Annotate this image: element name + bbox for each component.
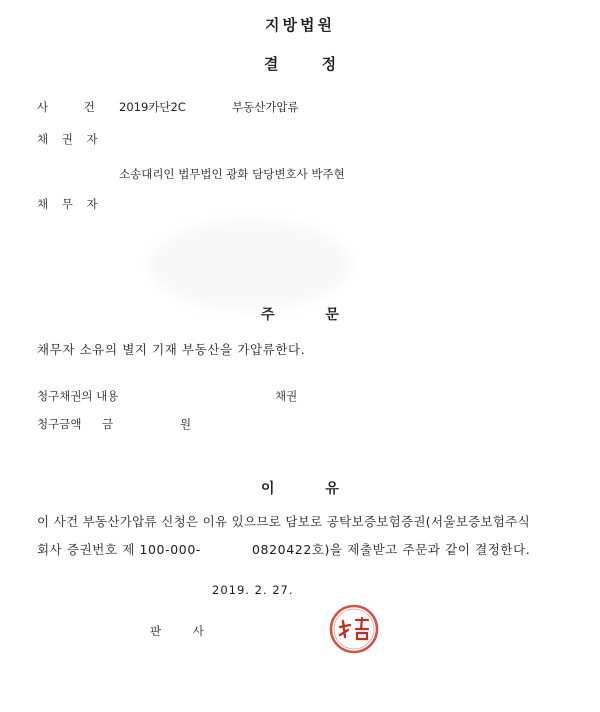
reason-heading: 이 유	[261, 481, 339, 497]
case-label: 사 건	[37, 100, 97, 114]
claim-label: 청구채권의 내용	[37, 389, 119, 403]
case-number: 2019카단2C	[119, 100, 186, 114]
order-heading: 주 문	[261, 307, 339, 323]
amount-label: 청구금액	[37, 417, 82, 431]
order-text: 채무자 소유의 별지 기재 부동산을 가압류한다.	[37, 342, 306, 357]
case-type: 부동산가압류	[232, 100, 299, 114]
amount-prefix: 금	[102, 417, 114, 431]
judge-label: 판 사	[150, 624, 206, 638]
debtor-label: 채 무 자	[37, 197, 100, 211]
judge-seal-stamp	[328, 603, 380, 655]
creditor-label: 채 권 자	[37, 132, 100, 146]
amount-unit: 원	[180, 417, 192, 431]
reason-line-1: 이 사건 부동산가압류 신청은 이유 있으므로 담보로 공탁보증보험증권(서울보증보험주식	[37, 514, 530, 529]
reason-line-2a: 회사 증권번호 제 100-000-	[37, 542, 201, 557]
court-name: 지방법원	[265, 16, 335, 34]
redaction-smudge	[150, 220, 350, 310]
creditor-representative: 소송대리인 법무법인 광화 담당변호사 박주현	[119, 167, 345, 181]
document-title: 결 정	[263, 55, 337, 73]
claim-value: 채권	[275, 389, 298, 403]
reason-line-2b: 0820422호)을 제출받고 주문과 같이 결정한다.	[252, 542, 531, 557]
decision-date: 2019. 2. 27.	[212, 583, 294, 597]
